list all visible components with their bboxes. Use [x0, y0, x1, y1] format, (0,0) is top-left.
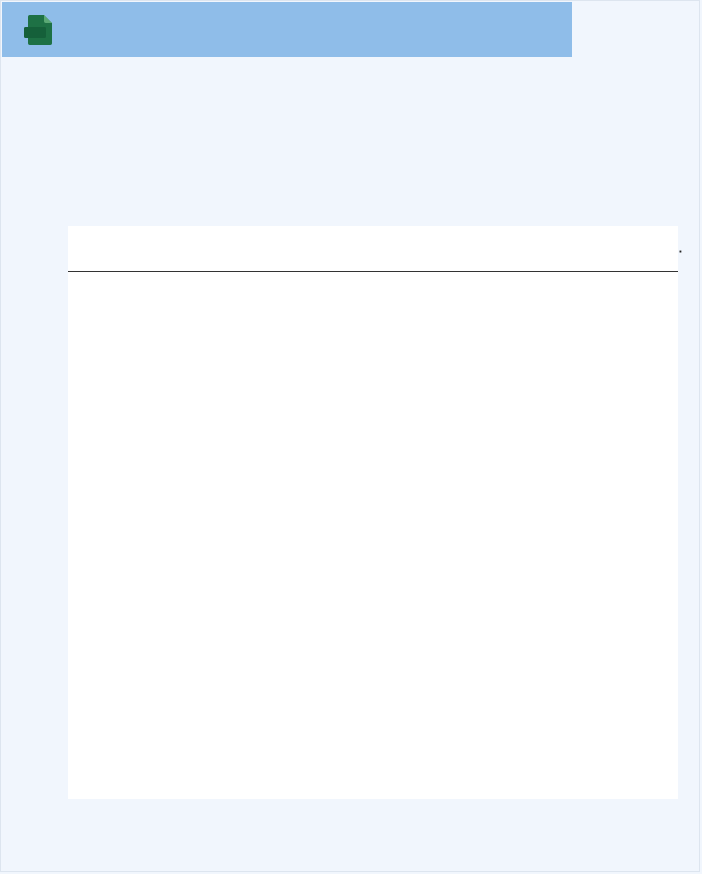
data-table [68, 226, 683, 799]
title-banner [2, 2, 572, 57]
header-overflow-marker: · [678, 244, 683, 259]
table-header-row [68, 226, 683, 272]
excel-file-icon [24, 15, 52, 45]
footer-credit [676, 825, 680, 841]
